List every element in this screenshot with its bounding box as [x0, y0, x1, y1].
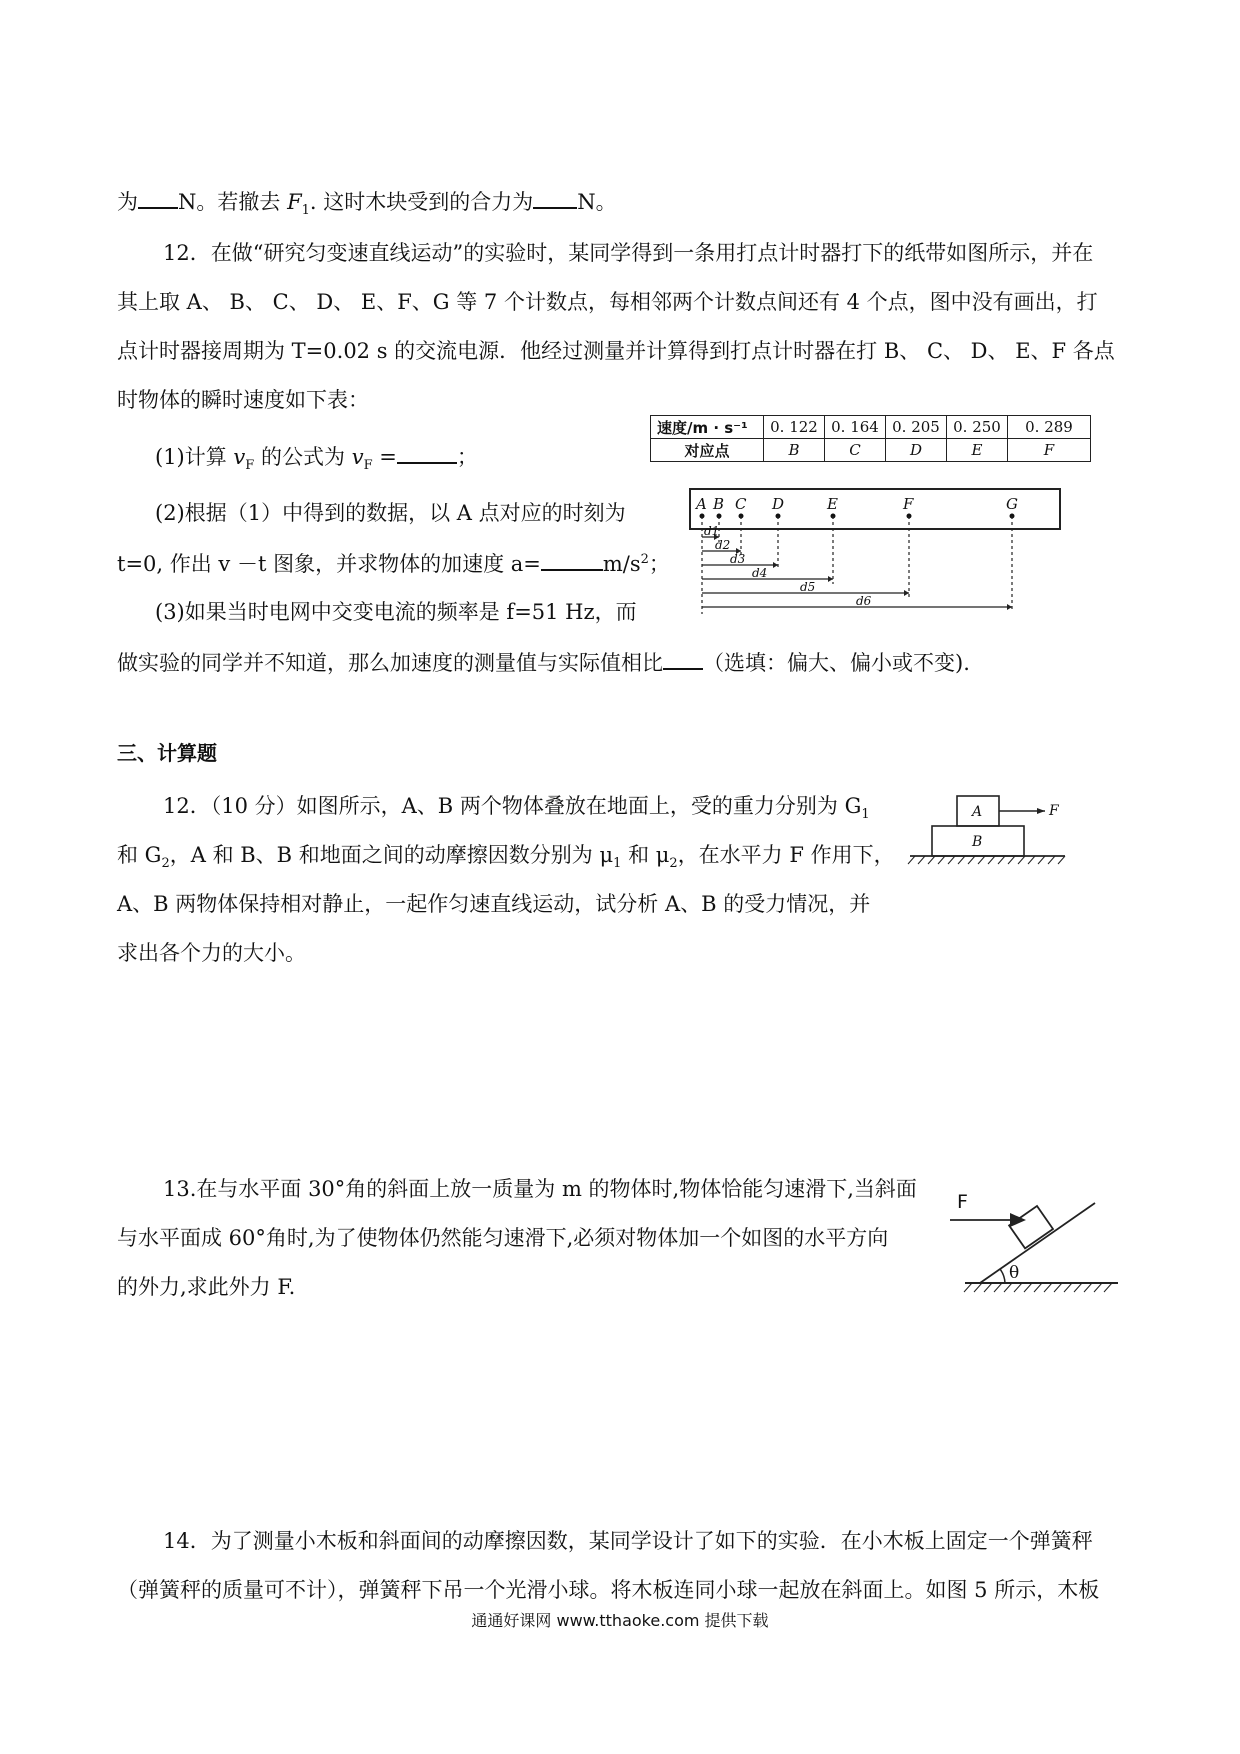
answer-blank[interactable] — [541, 549, 603, 571]
tape-distance-label: d3 — [730, 552, 746, 566]
point-header: 对应点 — [651, 439, 764, 462]
velocity-cell: 0. 205 — [886, 416, 947, 439]
page-footer: 通通好课网 www.tthaoke.com 提供下载 — [471, 1611, 769, 1630]
theta-label: θ — [1009, 1263, 1020, 1283]
stacked-blocks-figure — [905, 788, 1100, 878]
tape-point-label: A — [696, 495, 707, 513]
velocity-cell: 0. 250 — [947, 416, 1008, 439]
block-b-label: B — [972, 834, 983, 850]
velocity-table — [650, 415, 1091, 462]
point-cell: D — [886, 439, 947, 462]
answer-blank[interactable] — [138, 187, 178, 209]
q14-line-2: （弹簧秤的质量可不计），弹簧秤下吊一个光滑小球。将木板连同小球一起放在斜面上。如图 5 所示，木板 — [117, 1578, 1100, 1602]
tape-distance-label: d5 — [800, 580, 816, 594]
tape-distance-label: d2 — [715, 538, 731, 552]
velocity-cell: 0. 289 — [1008, 416, 1091, 439]
tape-diagram — [660, 484, 1080, 619]
q12a-line-3: 点计时器接周期为 T=0.02 s 的交流电源．他经过测量并计算得到打点计时器在打 B、 C、 D、 E、F 各点 — [117, 339, 1115, 363]
q14-line-1: 14．为了测量小木板和斜面间的动摩擦因数，某同学设计了如下的实验．在小木板上固定一个弹簧秤 — [163, 1529, 1093, 1553]
tape-point-label: D — [772, 495, 785, 513]
force-label: F — [1049, 803, 1059, 819]
q12a-line-2: 其上取 A、 B、 C、 D、 E、F、G 等 7 个计数点，每相邻两个计数点间还有 4 个点，图中没有画出，打 — [117, 290, 1098, 314]
incline-figure — [950, 1178, 1125, 1308]
q12b-line-2: 和 $G_2$，A 和 B、B 和地面之间的动摩擦因数分别为 $\mu_1$ 和 $\mu_2$，在水平力 F 作用下， — [117, 843, 895, 872]
section-heading: 三、计算题 — [117, 741, 217, 765]
velocity-cell: 0. 164 — [825, 416, 886, 439]
q12b-line-3: A、B 两物体保持相对静止，一起作匀速直线运动，试分析 A、B 的受力情况，并 — [117, 892, 871, 916]
block-a-label: A — [972, 804, 983, 820]
velocity-cell: 0. 122 — [764, 416, 825, 439]
point-row — [651, 439, 1091, 462]
prev-question-line: 为 N。若撤去 $F_1$. 这时木块受到的合力为 N。 — [117, 187, 617, 226]
tape-point-label: G — [1006, 495, 1018, 513]
q12a-line-4: 时物体的瞬时速度如下表： — [117, 388, 369, 412]
velocity-row — [651, 416, 1091, 439]
q12a-line-1: 12．在做“研究匀变速直线运动”的实验时，某同学得到一条用打点计时器打下的纸带如图所示，并在 — [163, 241, 1094, 265]
q13-line-1: 13.在与水平面 30°角的斜面上放一质量为 m 的物体时,物体恰能匀速滑下,当斜面 — [163, 1177, 917, 1201]
q13-line-3: 的外力,求此外力 F. — [117, 1275, 296, 1299]
q12a-part-3-line-2: 做实验的同学并不知道，那么加速度的测量值与实际值相比 （选填：偏大、偏小或不变). — [117, 648, 970, 678]
tape-distance-label: d4 — [752, 566, 768, 580]
tape-distance-label: d1 — [704, 524, 720, 538]
answer-blank[interactable] — [533, 187, 577, 209]
point-cell: F — [1008, 439, 1091, 462]
tape-point-label: C — [735, 495, 747, 513]
q12a-part-1: (1)计算 $v_F$ 的公式为 $v_F$ = ； — [155, 442, 478, 481]
velocity-header: 速度/m · s⁻¹ — [651, 416, 764, 439]
point-cell: B — [764, 439, 825, 462]
answer-blank[interactable] — [663, 648, 703, 670]
q12b-line-1: 12．（10 分）如图所示，A、B 两个物体叠放在地面上，受的重力分别为 $G_1$ — [163, 794, 870, 823]
tape-point-label: F — [903, 495, 914, 513]
point-cell: E — [947, 439, 1008, 462]
q12a-part-3-line-1: (3)如果当时电网中交变电流的频率是 f=51 Hz，而 — [155, 600, 637, 624]
answer-blank[interactable] — [397, 442, 457, 464]
point-cell: C — [825, 439, 886, 462]
tape-point-label: E — [827, 495, 838, 513]
q12a-part-2-line-2: t=0, 作出 v －t 图象，并求物体的加速度 $a= m/s^2$； — [117, 545, 670, 579]
tape-point-label: B — [713, 495, 725, 513]
force-label: F — [957, 1191, 968, 1213]
incline-block — [1009, 1206, 1053, 1248]
q12b-line-4: 求出各个力的大小。 — [117, 941, 306, 965]
q13-line-2: 与水平面成 60°角时,为了使物体仍然能匀速滑下,必须对物体加一个如图的水平方向 — [117, 1226, 889, 1250]
tape-distance-label: d6 — [856, 594, 872, 608]
q12a-part-2-line-1: (2)根据（1）中得到的数据，以 A 点对应的时刻为 — [155, 501, 626, 525]
